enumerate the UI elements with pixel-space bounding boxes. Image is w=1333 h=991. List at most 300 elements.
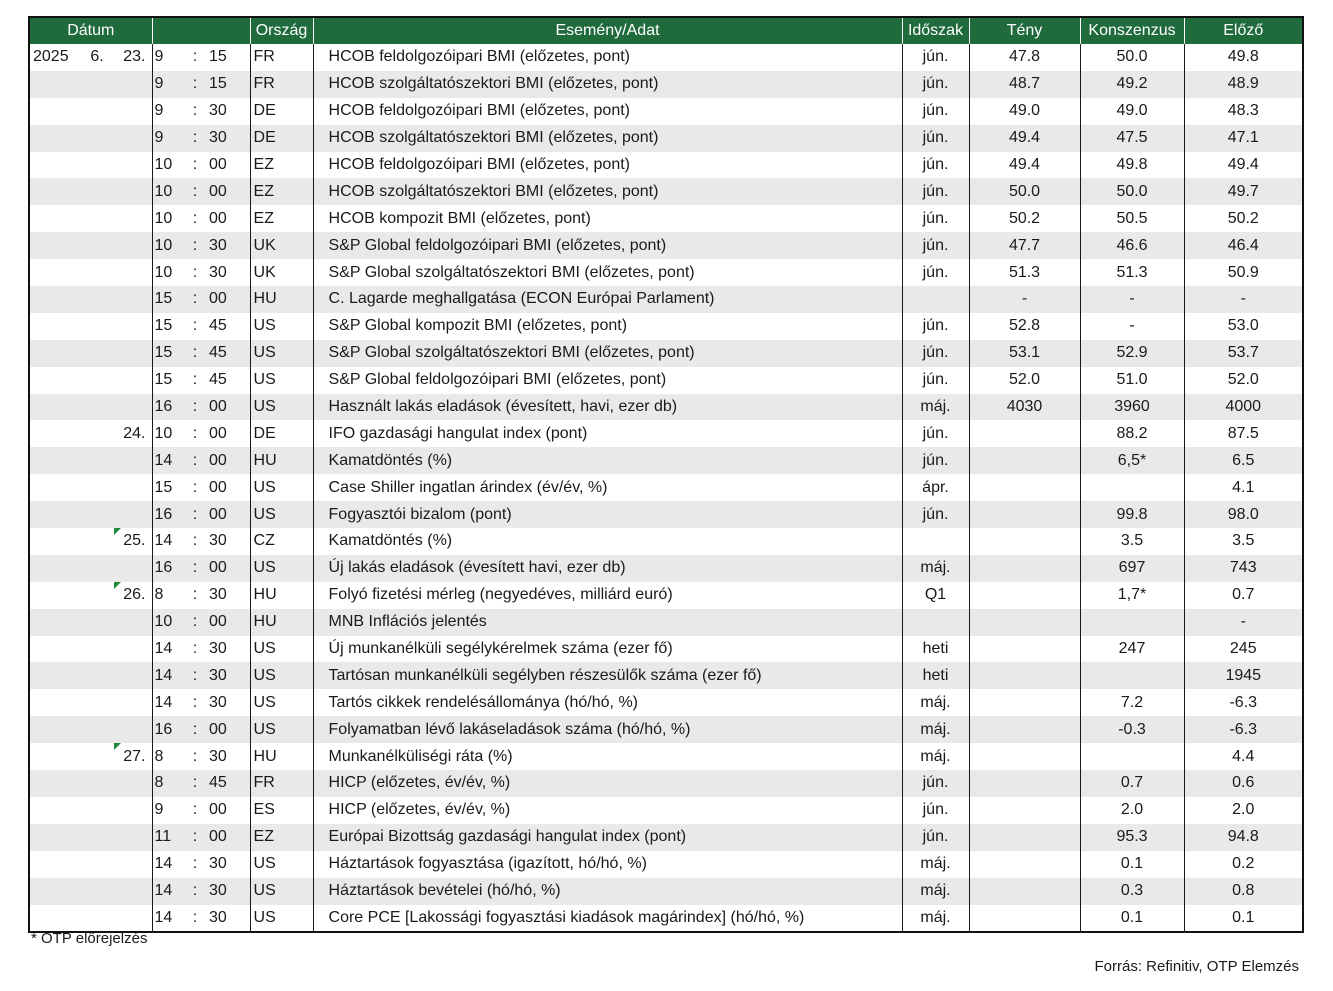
time-colon: :	[185, 824, 205, 851]
date-month	[82, 716, 112, 743]
previous-cell: 0.8	[1184, 878, 1302, 905]
consensus-cell: 7.2	[1080, 689, 1184, 716]
date-year	[30, 232, 82, 259]
previous-cell: 98.0	[1184, 501, 1302, 528]
actual-cell: 4030	[969, 394, 1080, 421]
period-cell: máj.	[902, 716, 969, 743]
actual-cell	[969, 797, 1080, 824]
date-month	[82, 152, 112, 179]
time-hour: 10	[152, 259, 185, 286]
country-cell: HU	[250, 609, 313, 636]
time-minute: 00	[205, 447, 250, 474]
date-year	[30, 205, 82, 232]
date-day	[112, 770, 152, 797]
period-cell: jún.	[902, 824, 969, 851]
event-cell: S&P Global feldolgozóipari BMI (előzetes, pont)	[313, 232, 902, 259]
date-day	[112, 609, 152, 636]
table-row	[30, 501, 1302, 528]
comment-marker-icon	[114, 528, 121, 535]
comment-marker-icon	[114, 582, 121, 589]
date-month	[82, 125, 112, 152]
period-cell: jún.	[902, 340, 969, 367]
country-cell: US	[250, 340, 313, 367]
time-colon: :	[185, 178, 205, 205]
time-colon: :	[185, 394, 205, 421]
comment-marker-icon	[114, 743, 121, 750]
date-day	[112, 71, 152, 98]
previous-cell: 4000	[1184, 394, 1302, 421]
period-cell: jún.	[902, 447, 969, 474]
time-minute: 30	[205, 878, 250, 905]
time-hour: 16	[152, 501, 185, 528]
event-cell: HCOB kompozit BMI (előzetes, pont)	[313, 205, 902, 232]
consensus-cell: 0.1	[1080, 851, 1184, 878]
date-year	[30, 178, 82, 205]
actual-cell	[969, 662, 1080, 689]
time-minute: 00	[205, 205, 250, 232]
time-minute: 30	[205, 662, 250, 689]
date-year	[30, 259, 82, 286]
date-year	[30, 636, 82, 663]
event-cell: Új lakás eladások (évesített havi, ezer db)	[313, 555, 902, 582]
period-cell: jún.	[902, 770, 969, 797]
event-cell: HCOB szolgáltatószektori BMI (előzetes, pont)	[313, 71, 902, 98]
country-cell: DE	[250, 420, 313, 447]
consensus-cell: 95.3	[1080, 824, 1184, 851]
time-hour: 15	[152, 313, 185, 340]
header-actual: Tény	[969, 18, 1080, 44]
date-year	[30, 770, 82, 797]
date-month	[82, 555, 112, 582]
previous-cell: 94.8	[1184, 824, 1302, 851]
date-day	[112, 501, 152, 528]
time-hour: 14	[152, 878, 185, 905]
previous-cell: 0.7	[1184, 582, 1302, 609]
time-minute: 00	[205, 286, 250, 313]
actual-cell	[969, 636, 1080, 663]
consensus-cell: 3.5	[1080, 528, 1184, 555]
date-day	[112, 152, 152, 179]
date-month	[82, 367, 112, 394]
date-day	[112, 582, 152, 609]
time-hour: 16	[152, 555, 185, 582]
time-colon: :	[185, 528, 205, 555]
time-minute: 30	[205, 98, 250, 125]
period-cell: jún.	[902, 205, 969, 232]
date-year	[30, 340, 82, 367]
event-cell: Tartós cikkek rendelésállománya (hó/hó, %)	[313, 689, 902, 716]
previous-cell: 6.5	[1184, 447, 1302, 474]
time-minute: 00	[205, 797, 250, 824]
time-minute: 00	[205, 394, 250, 421]
date-month	[82, 205, 112, 232]
time-hour: 9	[152, 797, 185, 824]
event-cell: Háztartások fogyasztása (igazított, hó/hó, %)	[313, 851, 902, 878]
date-year	[30, 528, 82, 555]
time-minute: 45	[205, 770, 250, 797]
date-month	[82, 689, 112, 716]
country-cell: DE	[250, 98, 313, 125]
country-cell: DE	[250, 125, 313, 152]
time-minute: 30	[205, 743, 250, 770]
table-row	[30, 259, 1302, 286]
time-colon: :	[185, 501, 205, 528]
date-day	[112, 394, 152, 421]
event-cell: C. Lagarde meghallgatása (ECON Európai Parlament)	[313, 286, 902, 313]
date-year	[30, 878, 82, 905]
date-year	[30, 474, 82, 501]
actual-cell	[969, 555, 1080, 582]
time-hour: 14	[152, 447, 185, 474]
actual-cell: 48.7	[969, 71, 1080, 98]
consensus-cell: 1,7*	[1080, 582, 1184, 609]
date-year	[30, 905, 82, 932]
time-hour: 10	[152, 232, 185, 259]
event-cell: HCOB feldolgozóipari BMI (előzetes, pont)	[313, 44, 902, 71]
date-day	[112, 367, 152, 394]
period-cell	[902, 609, 969, 636]
previous-cell: 48.9	[1184, 71, 1302, 98]
date-year	[30, 555, 82, 582]
period-cell: jún.	[902, 367, 969, 394]
date-year	[30, 743, 82, 770]
table-row	[30, 770, 1302, 797]
time-hour: 15	[152, 340, 185, 367]
previous-cell: 50.2	[1184, 205, 1302, 232]
date-day	[112, 313, 152, 340]
time-colon: :	[185, 232, 205, 259]
date-year	[30, 367, 82, 394]
time-minute: 00	[205, 420, 250, 447]
period-cell: máj.	[902, 394, 969, 421]
date-month	[82, 313, 112, 340]
period-cell: máj.	[902, 878, 969, 905]
country-cell: EZ	[250, 178, 313, 205]
time-colon: :	[185, 340, 205, 367]
table-row	[30, 797, 1302, 824]
table-row	[30, 824, 1302, 851]
header-time	[152, 18, 250, 44]
table-row	[30, 878, 1302, 905]
date-day-label: 26.	[123, 586, 146, 604]
date-month	[82, 528, 112, 555]
actual-cell: 47.7	[969, 232, 1080, 259]
date-month	[82, 71, 112, 98]
period-cell: Q1	[902, 582, 969, 609]
date-month	[82, 905, 112, 932]
consensus-cell: -0.3	[1080, 716, 1184, 743]
actual-cell: 49.0	[969, 98, 1080, 125]
actual-cell	[969, 878, 1080, 905]
period-cell	[902, 286, 969, 313]
date-year	[30, 851, 82, 878]
consensus-cell: 88.2	[1080, 420, 1184, 447]
date-year	[30, 582, 82, 609]
actual-cell	[969, 905, 1080, 932]
date-month	[82, 474, 112, 501]
previous-cell: 49.8	[1184, 44, 1302, 71]
date-year	[30, 394, 82, 421]
table-row	[30, 394, 1302, 421]
consensus-cell: 0.3	[1080, 878, 1184, 905]
time-colon: :	[185, 152, 205, 179]
country-cell: CZ	[250, 528, 313, 555]
date-month	[82, 420, 112, 447]
time-colon: :	[185, 125, 205, 152]
event-cell: Core PCE [Lakossági fogyasztási kiadások magárindex] (hó/hó, %)	[313, 905, 902, 932]
date-month	[82, 98, 112, 125]
time-colon: :	[185, 851, 205, 878]
time-colon: :	[185, 286, 205, 313]
actual-cell	[969, 474, 1080, 501]
period-cell: heti	[902, 636, 969, 663]
actual-cell: -	[969, 286, 1080, 313]
date-month	[82, 609, 112, 636]
event-cell: Folyó fizetési mérleg (negyedéves, milliárd euró)	[313, 582, 902, 609]
country-cell: US	[250, 689, 313, 716]
country-cell: HU	[250, 447, 313, 474]
period-cell: máj.	[902, 743, 969, 770]
header-country: Ország	[250, 18, 313, 44]
date-day	[112, 743, 152, 770]
country-cell: HU	[250, 286, 313, 313]
time-minute: 45	[205, 367, 250, 394]
event-cell: Háztartások bevételei (hó/hó, %)	[313, 878, 902, 905]
period-cell: jún.	[902, 420, 969, 447]
time-hour: 8	[152, 582, 185, 609]
previous-cell: 0.6	[1184, 770, 1302, 797]
country-cell: US	[250, 555, 313, 582]
consensus-cell	[1080, 743, 1184, 770]
previous-cell: 50.9	[1184, 259, 1302, 286]
table-row	[30, 689, 1302, 716]
date-month	[82, 447, 112, 474]
date-day	[112, 851, 152, 878]
date-day	[112, 689, 152, 716]
consensus-cell: 51.0	[1080, 367, 1184, 394]
time-colon: :	[185, 636, 205, 663]
period-cell: máj.	[902, 851, 969, 878]
actual-cell	[969, 689, 1080, 716]
country-cell: US	[250, 501, 313, 528]
previous-cell: 4.1	[1184, 474, 1302, 501]
consensus-cell: 2.0	[1080, 797, 1184, 824]
table-row	[30, 71, 1302, 98]
time-colon: :	[185, 555, 205, 582]
date-day	[112, 340, 152, 367]
event-cell: HCOB feldolgozóipari BMI (előzetes, pont)	[313, 98, 902, 125]
time-hour: 9	[152, 125, 185, 152]
time-colon: :	[185, 662, 205, 689]
time-hour: 8	[152, 743, 185, 770]
date-year: 2025	[30, 44, 82, 71]
time-hour: 15	[152, 286, 185, 313]
actual-cell	[969, 501, 1080, 528]
country-cell: US	[250, 662, 313, 689]
date-year	[30, 716, 82, 743]
consensus-cell: 0.7	[1080, 770, 1184, 797]
table-row	[30, 905, 1302, 932]
event-cell: Új munkanélküli segélykérelmek száma (ezer fő)	[313, 636, 902, 663]
previous-cell: -	[1184, 609, 1302, 636]
date-month	[82, 878, 112, 905]
previous-cell: 0.2	[1184, 851, 1302, 878]
time-colon: :	[185, 582, 205, 609]
time-colon: :	[185, 770, 205, 797]
date-day: 24.	[112, 420, 152, 447]
time-hour: 9	[152, 98, 185, 125]
period-cell: ápr.	[902, 474, 969, 501]
date-day	[112, 878, 152, 905]
time-minute: 00	[205, 555, 250, 582]
time-hour: 9	[152, 71, 185, 98]
table-row	[30, 232, 1302, 259]
date-month	[82, 259, 112, 286]
time-hour: 14	[152, 636, 185, 663]
time-minute: 30	[205, 259, 250, 286]
date-day: 23.	[112, 44, 152, 71]
country-cell: FR	[250, 71, 313, 98]
actual-cell: 52.0	[969, 367, 1080, 394]
table-row	[30, 716, 1302, 743]
previous-cell: 53.0	[1184, 313, 1302, 340]
date-day	[112, 662, 152, 689]
time-hour: 15	[152, 474, 185, 501]
time-minute: 30	[205, 851, 250, 878]
economic-calendar-table	[30, 18, 1302, 931]
time-minute: 45	[205, 313, 250, 340]
time-hour: 10	[152, 152, 185, 179]
table-row	[30, 662, 1302, 689]
event-cell: HCOB szolgáltatószektori BMI (előzetes, pont)	[313, 178, 902, 205]
time-colon: :	[185, 474, 205, 501]
actual-cell	[969, 716, 1080, 743]
period-cell: máj.	[902, 905, 969, 932]
event-cell: HICP (előzetes, év/év, %)	[313, 797, 902, 824]
time-minute: 15	[205, 71, 250, 98]
time-hour: 15	[152, 367, 185, 394]
time-hour: 11	[152, 824, 185, 851]
table-body	[30, 44, 1302, 931]
consensus-cell: 50.0	[1080, 44, 1184, 71]
actual-cell: 49.4	[969, 152, 1080, 179]
actual-cell	[969, 447, 1080, 474]
actual-cell	[969, 851, 1080, 878]
date-month	[82, 662, 112, 689]
period-cell: jún.	[902, 44, 969, 71]
date-year	[30, 420, 82, 447]
event-cell: IFO gazdasági hangulat index (pont)	[313, 420, 902, 447]
time-minute: 30	[205, 528, 250, 555]
previous-cell: 87.5	[1184, 420, 1302, 447]
footnote: * OTP előrejelzés	[31, 930, 148, 947]
country-cell: US	[250, 313, 313, 340]
time-colon: :	[185, 689, 205, 716]
table-row	[30, 474, 1302, 501]
event-cell: Case Shiller ingatlan árindex (év/év, %)	[313, 474, 902, 501]
period-cell: jún.	[902, 259, 969, 286]
actual-cell	[969, 609, 1080, 636]
previous-cell: -6.3	[1184, 689, 1302, 716]
date-year	[30, 125, 82, 152]
date-day	[112, 905, 152, 932]
date-month	[82, 232, 112, 259]
country-cell: US	[250, 394, 313, 421]
date-month	[82, 824, 112, 851]
table-row	[30, 743, 1302, 770]
event-cell: S&P Global szolgáltatószektori BMI (előzetes, pont)	[313, 259, 902, 286]
previous-cell: 743	[1184, 555, 1302, 582]
period-cell: jún.	[902, 71, 969, 98]
previous-cell: -	[1184, 286, 1302, 313]
consensus-cell: 49.2	[1080, 71, 1184, 98]
time-colon: :	[185, 609, 205, 636]
actual-cell: 50.2	[969, 205, 1080, 232]
date-day	[112, 797, 152, 824]
previous-cell: 48.3	[1184, 98, 1302, 125]
country-cell: UK	[250, 232, 313, 259]
event-cell: Fogyasztói bizalom (pont)	[313, 501, 902, 528]
time-minute: 30	[205, 125, 250, 152]
date-year	[30, 824, 82, 851]
country-cell: ES	[250, 797, 313, 824]
period-cell: jún.	[902, 152, 969, 179]
time-minute: 30	[205, 232, 250, 259]
header-row	[30, 18, 1302, 44]
event-cell: HCOB feldolgozóipari BMI (előzetes, pont)	[313, 152, 902, 179]
previous-cell: 1945	[1184, 662, 1302, 689]
header-consensus: Konszenzus	[1080, 18, 1184, 44]
actual-cell	[969, 420, 1080, 447]
consensus-cell: 49.8	[1080, 152, 1184, 179]
event-cell: Kamatdöntés (%)	[313, 528, 902, 555]
country-cell: UK	[250, 259, 313, 286]
previous-cell: 2.0	[1184, 797, 1302, 824]
date-month	[82, 797, 112, 824]
date-year	[30, 313, 82, 340]
consensus-cell: 52.9	[1080, 340, 1184, 367]
time-colon: :	[185, 259, 205, 286]
period-cell: máj.	[902, 689, 969, 716]
date-day	[112, 286, 152, 313]
country-cell: HU	[250, 743, 313, 770]
time-colon: :	[185, 743, 205, 770]
table-row	[30, 178, 1302, 205]
date-year	[30, 609, 82, 636]
table-row	[30, 851, 1302, 878]
time-minute: 00	[205, 716, 250, 743]
time-hour: 9	[152, 44, 185, 71]
time-colon: :	[185, 905, 205, 932]
date-month	[82, 582, 112, 609]
previous-cell: 47.1	[1184, 125, 1302, 152]
actual-cell	[969, 582, 1080, 609]
country-cell: US	[250, 878, 313, 905]
previous-cell: 3.5	[1184, 528, 1302, 555]
time-hour: 14	[152, 851, 185, 878]
time-hour: 14	[152, 662, 185, 689]
header-event: Esemény/Adat	[313, 18, 902, 44]
period-cell: jún.	[902, 232, 969, 259]
consensus-cell: 46.6	[1080, 232, 1184, 259]
date-month	[82, 743, 112, 770]
actual-cell: 52.8	[969, 313, 1080, 340]
event-cell: MNB Inflációs jelentés	[313, 609, 902, 636]
previous-cell: 49.4	[1184, 152, 1302, 179]
event-cell: S&P Global szolgáltatószektori BMI (előzetes, pont)	[313, 340, 902, 367]
source-note: Forrás: Refinitiv, OTP Elemzés	[1094, 958, 1299, 975]
time-hour: 10	[152, 205, 185, 232]
